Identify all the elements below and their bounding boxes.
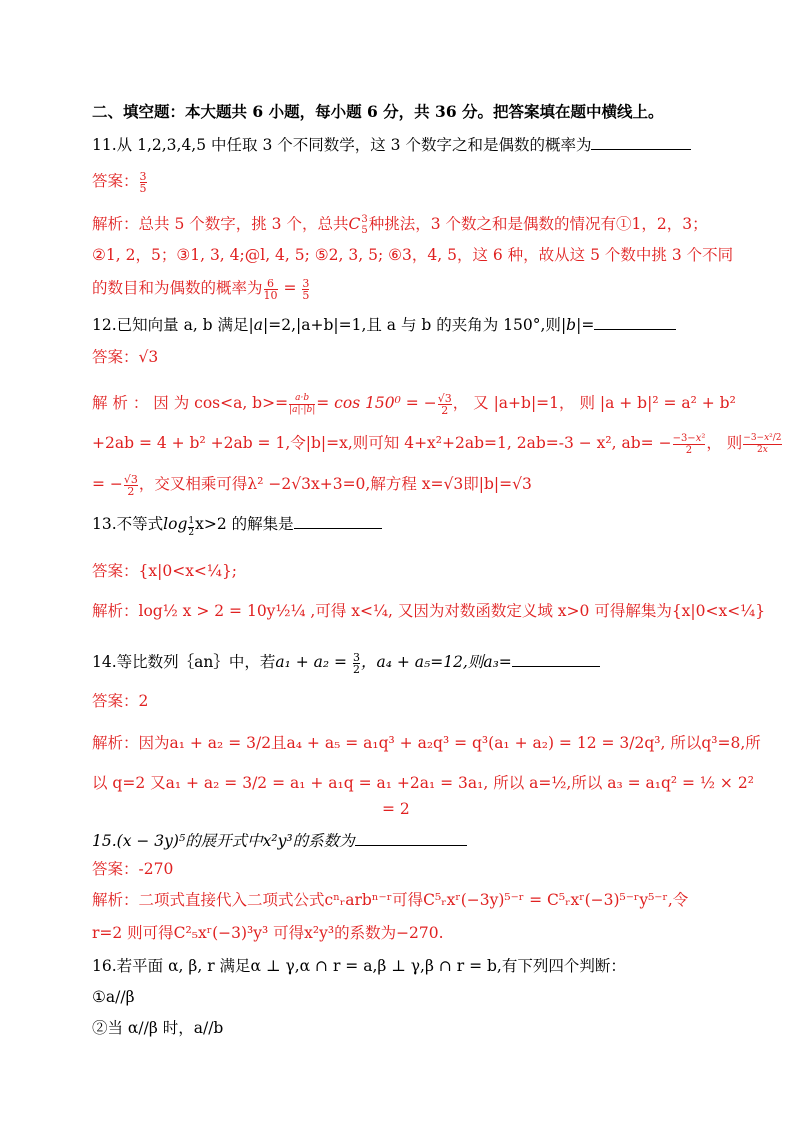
analysis-11-line-1: 解析：总共 5 个数字，挑 3 个，总共C 3 5 种挑法，3 个数之和是偶数的情况有①1，2，3； xyxy=(92,214,708,236)
question-15: 15.(x − 3y)⁵的展开式中x²y³的系数为 xyxy=(92,830,467,852)
question-16-item-1: ①a//β xyxy=(92,988,135,1006)
analysis-12-line-1: 解 析 ： 因 为 cos<a, b>= $\frac{a\cdot b}{|a|\cdot|b|}$ = cos 150⁰ = − $\frac{√3}{2}$ ， 又 |a+b|=1， 则 |a + b|² = a² + b² xyxy=(92,391,736,417)
answer-label: 答案： xyxy=(92,172,139,190)
analysis-13: 解析：log½ x > 2 = 10y½¼ ,可得 x<¼, 又因为对数函数定义域 x>0 可得解集为{x|0<x<¼} xyxy=(92,602,766,620)
answer-11-fraction: $\frac{3}{5}$ xyxy=(139,169,147,195)
analysis-14-line-2: 以 q=2 又a₁ + a₂ = 3/2 = a₁ + a₁q = a₁ +2a₁ = 3a₁, 所以 a=½,所以 a₃ = a₁q² = ½ × 2² xyxy=(92,774,754,792)
question-16-item-2: ②当 α//β 时，a//b xyxy=(92,1019,224,1037)
analysis-12-line-3: = − $\frac{√3}{2}$ ，交叉相乘可得λ² −2√3x+3=0,解方程 x=√3即|b|=√3 xyxy=(92,472,532,498)
answer-blank xyxy=(594,315,676,330)
analysis-11-line-2: ②1, 2，5；③1, 3, 4;@l, 4, 5; ⑤2, 3, 5; ⑥3，4, 5，这 6 种，故从这 5 个数中挑 3 个不同 xyxy=(92,246,734,264)
analysis-label: 解析： xyxy=(92,215,139,233)
analysis-14-line-3: = 2 xyxy=(382,800,410,818)
answer-15-value: -270 xyxy=(138,860,174,878)
answer-12: 答案：√3 xyxy=(92,348,159,366)
analysis-12-line-2: +2ab = 4 + b² +2ab = 1,令|b|=x,则可知 4+x²+2ab=1, 2ab=-3 − x², ab= − $\frac{\text{−3−x²}}{2}$ ， 则 $\frac{\text{−3−x²/2}}{2x}$ xyxy=(92,432,782,456)
question-14: 14.等比数列｛an｝中，若a₁ + a₂ = $\frac{3}{2}$ ，a₄ + a₅=12,则a₃= xyxy=(92,651,600,675)
answer-blank xyxy=(294,514,382,529)
answer-12-value: √3 xyxy=(138,348,159,366)
question-16: 16.若平面 α, β, r 满足α ⊥ γ,α ∩ r = a,β ⊥ γ,β ∩ r = b,有下列四个判断： xyxy=(92,957,626,975)
question-13: 13.不等式log $\frac{1}{2}$ x>2 的解集是 xyxy=(92,513,382,539)
analysis-15-line-2: r=2 则可得C²₅xʳ(−3)³y³ 可得x²y³的系数为−270. xyxy=(92,924,444,942)
analysis-15-line-1: 解析：二项式直接代入二项式公式cⁿᵣarbⁿ⁻ʳ可得C⁵ᵣxʳ(−3y)⁵⁻ʳ = C⁵ᵣxʳ(−3)⁵⁻ʳy⁵⁻ʳ,令 xyxy=(92,891,689,909)
question-12: 12.已知向量 a, b 满足|a|=2,|a+b|=1,且 a 与 b 的夹角为 150°,则|b|= xyxy=(92,314,676,336)
answer-14: 答案：2 xyxy=(92,692,149,710)
answer-15: 答案：-270 xyxy=(92,860,174,878)
answer-13-value: {x|0<x<¼}; xyxy=(138,562,238,580)
question-11-text: 11.从 1,2,3,4,5 中任取 3 个不同数学，这 3 个数字之和是偶数的概率为 xyxy=(92,136,592,154)
analysis-14-line-1: 解析：因为a₁ + a₂ = 3/2且a₄ + a₅ = a₁q³ + a₂q³ = q³(a₁ + a₂) = 12 = 3/2q³, 所以q³=8,所 xyxy=(92,734,761,752)
answer-blank xyxy=(591,135,691,150)
answer-13: 答案：{x|0<x<¼}; xyxy=(92,562,238,580)
answer-14-value: 2 xyxy=(138,692,149,710)
answer-blank xyxy=(355,831,467,846)
answer-blank xyxy=(512,652,600,667)
analysis-11-line-3: 的数目和为偶数的概率为 $\frac{6}{10}$ = $\frac{3}{5}$ xyxy=(92,276,310,302)
answer-11 xyxy=(92,170,148,194)
question-11 xyxy=(92,134,691,156)
section-header: 二、填空题：本大题共 6 小题，每小题 6 分，共 36 分。把答案填在题中横线上。 xyxy=(92,102,664,121)
